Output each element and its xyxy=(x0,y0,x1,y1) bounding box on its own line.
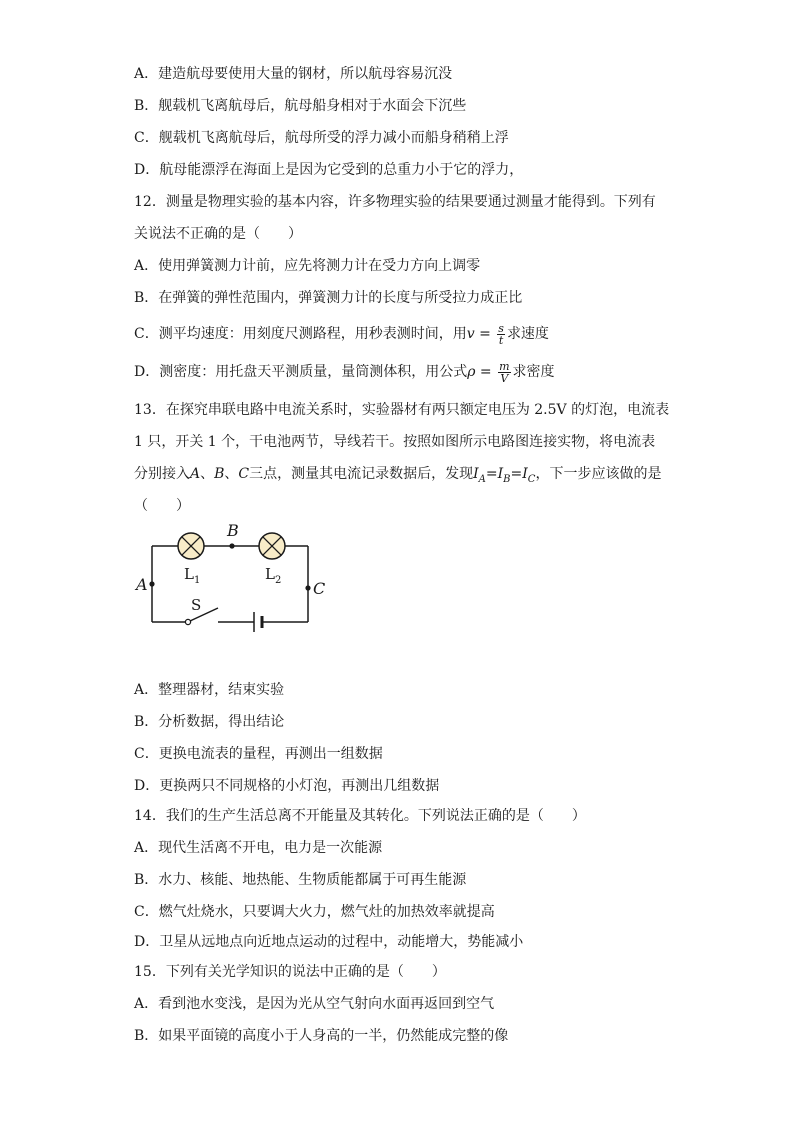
point-c-dot xyxy=(305,585,310,590)
q11-option-b: B．舰载机飞离航母后，航母船身相对于水面会下沉些 xyxy=(134,98,467,114)
separator: 、 xyxy=(224,466,239,482)
density-fraction xyxy=(498,361,510,384)
label-l2-letter: L xyxy=(265,565,275,583)
current-subscript: B xyxy=(503,473,511,485)
point-b-dot xyxy=(229,543,234,548)
q14-option-c: C．燃气灶烧水，只要调大火力，燃气灶的加热效率就提高 xyxy=(134,904,495,920)
circuit-diagram xyxy=(128,512,348,642)
fraction-denominator: V xyxy=(500,371,509,385)
q11-option-d: D．航母能漂浮在海面上是因为它受到的总重力小于它的浮力， xyxy=(134,162,524,178)
current-subscript: C xyxy=(527,473,536,485)
current-symbol: I xyxy=(522,466,528,482)
q13-stem-line3 xyxy=(134,464,661,490)
label-l1 xyxy=(184,565,200,586)
label-l1-letter: L xyxy=(184,565,194,583)
q12-option-d-text: D．测密度：用托盘天平测质量，量筒测体积，用公式 xyxy=(134,364,468,380)
equals-sign: = xyxy=(475,364,497,380)
current-symbol: I xyxy=(473,466,479,482)
q12-option-b: B．在弹簧的弹性范围内，弹簧测力计的长度与所受拉力成正比 xyxy=(134,290,523,306)
label-a: A xyxy=(136,575,148,594)
fraction-numerator: s xyxy=(498,321,504,335)
q13-text: 三点，测量其电流记录数据后，发现 xyxy=(249,466,474,482)
q11-option-c: C．舰载机飞离航母后，航母所受的浮力减小而船身稍稍上浮 xyxy=(134,130,509,146)
q12-option-a: A．使用弹簧测力计前，应先将测力计在受力方向上调零 xyxy=(134,258,481,274)
current-subscript: A xyxy=(478,473,486,485)
point-b: B xyxy=(214,466,225,482)
q15-option-b: B．如果平面镜的高度小于人身高的一半，仍然能成完整的像 xyxy=(134,1028,509,1044)
point-a: A xyxy=(190,466,201,482)
q14-option-a: A．现代生活离不开电，电力是一次能源 xyxy=(134,840,383,856)
q12-option-c-text: C．测平均速度：用刻度尺测路程，用秒表测时间，用 xyxy=(134,326,467,342)
q13-option-c: C．更换电流表的量程，再测出一组数据 xyxy=(134,746,383,762)
q13-text: ，下一步应该做的是 xyxy=(535,466,662,482)
q12-option-d-suffix: 求密度 xyxy=(512,364,555,380)
q15-option-a: A．看到池水变浅，是因为光从空气射向水面再返回到空气 xyxy=(134,996,495,1012)
fraction-numerator: m xyxy=(499,359,510,373)
velocity-fraction xyxy=(497,323,505,346)
q13-option-d: D．更换两只不同规格的小灯泡，再测出几组数据 xyxy=(134,778,440,794)
q15-stem: 15．下列有关光学知识的说法中正确的是（ ） xyxy=(134,964,446,980)
q12-option-d xyxy=(134,358,555,386)
equals-sign: = xyxy=(485,466,498,482)
switch-pivot xyxy=(185,619,190,624)
label-l2-sub: 2 xyxy=(274,575,282,586)
q13-stem-line2: 1 只，开关 1 个，干电池两节，导线若干。按照如图所示电路图连接实物，将电流表 xyxy=(134,434,656,450)
density-symbol: ρ xyxy=(467,364,476,380)
label-b: B xyxy=(227,521,239,540)
q13-option-a: A．整理器材，结束实验 xyxy=(134,682,285,698)
q14-option-d: D．卫星从远地点向近地点运动的过程中，动能增大，势能减小 xyxy=(134,934,524,950)
point-a-dot xyxy=(149,581,154,586)
q12-stem-line2: 关说法不正确的是（ ） xyxy=(134,226,302,242)
velocity-symbol: v xyxy=(466,326,475,342)
q13-text: 分别接入 xyxy=(134,466,190,482)
fraction-denominator: t xyxy=(498,333,504,347)
q13-option-b: B．分析数据，得出结论 xyxy=(134,714,285,730)
equals-sign: = xyxy=(510,466,523,482)
label-c: C xyxy=(313,579,326,598)
separator: 、 xyxy=(200,466,215,482)
q11-option-a: A．建造航母要使用大量的钢材，所以航母容易沉没 xyxy=(134,66,453,82)
equals-sign: = xyxy=(474,326,496,342)
q12-stem-line1: 12．测量是物理实验的基本内容，许多物理实验的结果要通过测量才能得到。下列有 xyxy=(134,194,656,210)
q13-stem-line1: 13．在探究串联电路中电流关系时，实验器材有两只额定电压为 2.5V 的灯泡，电流表 xyxy=(134,402,670,418)
lamp-l2 xyxy=(259,533,285,559)
q14-stem: 14．我们的生产生活总离不开能量及其转化。下列说法正确的是（ ） xyxy=(134,808,586,824)
q12-option-c-suffix: 求速度 xyxy=(506,326,549,342)
label-s: S xyxy=(191,596,202,614)
q12-option-c xyxy=(134,320,549,348)
q13-stem-line4: （ ） xyxy=(134,498,190,514)
q14-option-b: B．水力、核能、地热能、生物质能都属于可再生能源 xyxy=(134,872,467,888)
label-l2 xyxy=(265,565,281,586)
current-symbol: I xyxy=(497,466,504,482)
label-l1-sub: 1 xyxy=(193,575,201,586)
point-c: C xyxy=(238,466,250,482)
lamp-l1 xyxy=(178,533,204,559)
